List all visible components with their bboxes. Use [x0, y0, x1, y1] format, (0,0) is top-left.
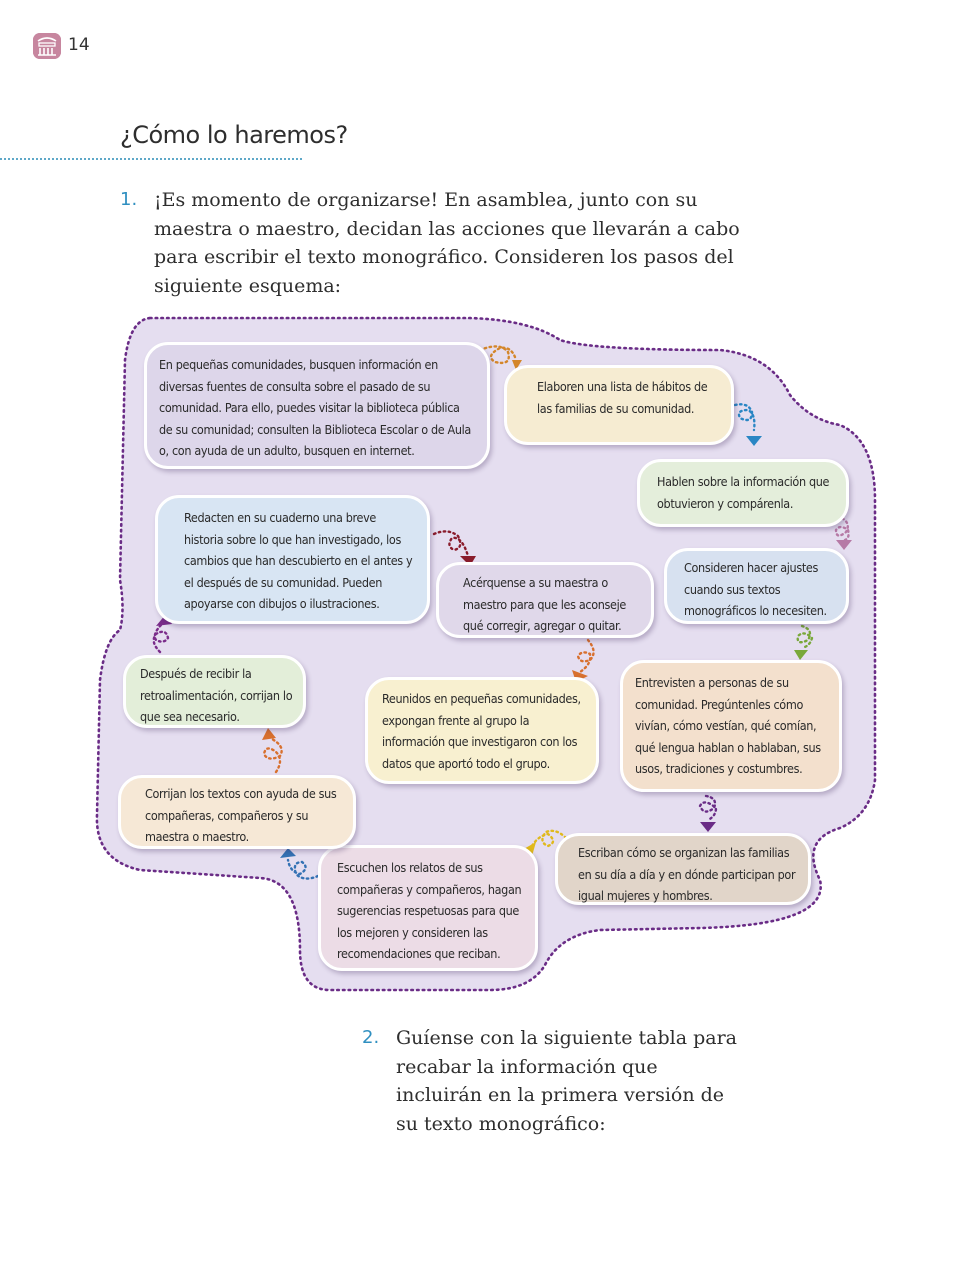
step-box-adjustments: Consideren hacer ajustes cuando sus textos monográficos lo necesiten. [664, 548, 849, 624]
page-number: 14 [68, 35, 90, 55]
step-box-research: En pequeñas comunidades, busquen información en diversas fuentes de consulta sobre el pasado de su comunidad. Para ello, puedes visitar la biblioteca pública de su comunidad; consulten la Biblioteca Escolar o de Aula o, con ayuda de un adulto, busquen en internet. [144, 342, 490, 469]
step-box-write-history: Redacten en su cuaderno una breve historia sobre lo que han investigado, los cambios que han descubierto en el antes y el después de su comunidad. Pueden apoyarse con dibujos o ilustraciones. [155, 495, 430, 624]
step-box-ask-teacher: Acérquense a su maestra o maestro para que les aconseje qué corregir, agregar o quitar. [436, 562, 654, 638]
step-box-correct-texts: Corrijan los textos con ayuda de sus compañeras, compañeros y su maestra o maestro. [118, 775, 356, 849]
step-1-number: 1. [120, 189, 138, 210]
step-box-listen-stories: Escuchen los relatos de sus compañeras y compañeros, hagan sugerencias respetuosas para que los mejoren y consideren las recomendaciones que reciban. [318, 845, 538, 971]
step-box-habits-list: Elaboren una lista de hábitos de las familias de su comunidad. [504, 365, 734, 445]
section-title: ¿Cómo lo haremos? [120, 121, 348, 149]
step-box-feedback: Después de recibir la retroalimentación, corrijan lo que sea necesario. [123, 655, 306, 728]
step-1-text: ¡Es momento de organizarse! En asamblea, junto con su maestra o maestro, decidan las acciones que llevarán a cabo para escribir el texto monográfico. Consideren los pasos del siguiente esquema: [154, 189, 740, 297]
step-box-present-group: Reunidos en pequeñas comunidades, expongan frente al grupo la información que investigaron con los datos que aportó todo el grupo. [365, 677, 599, 784]
step-2 [362, 1024, 762, 1144]
step-2-text: Guíense con la siguiente tabla para recabar la información que incluirán en la primera versión de su texto monográfico: [396, 1027, 737, 1135]
step-2-number: 2. [362, 1027, 380, 1048]
step-box-interviews: Entrevisten a personas de su comunidad. Pregúntenles cómo vivían, cómo vestían, qué comían, qué lengua hablan o hablaban, sus usos, tradiciones y costumbres. [620, 660, 842, 792]
step-box-compare-info: Hablen sobre la información que obtuvieron y compárenla. [637, 459, 849, 527]
step-box-family-organization: Escriban cómo se organizan las familias en su día a día y en dónde participan por igual mujeres y hombres. [555, 833, 811, 905]
